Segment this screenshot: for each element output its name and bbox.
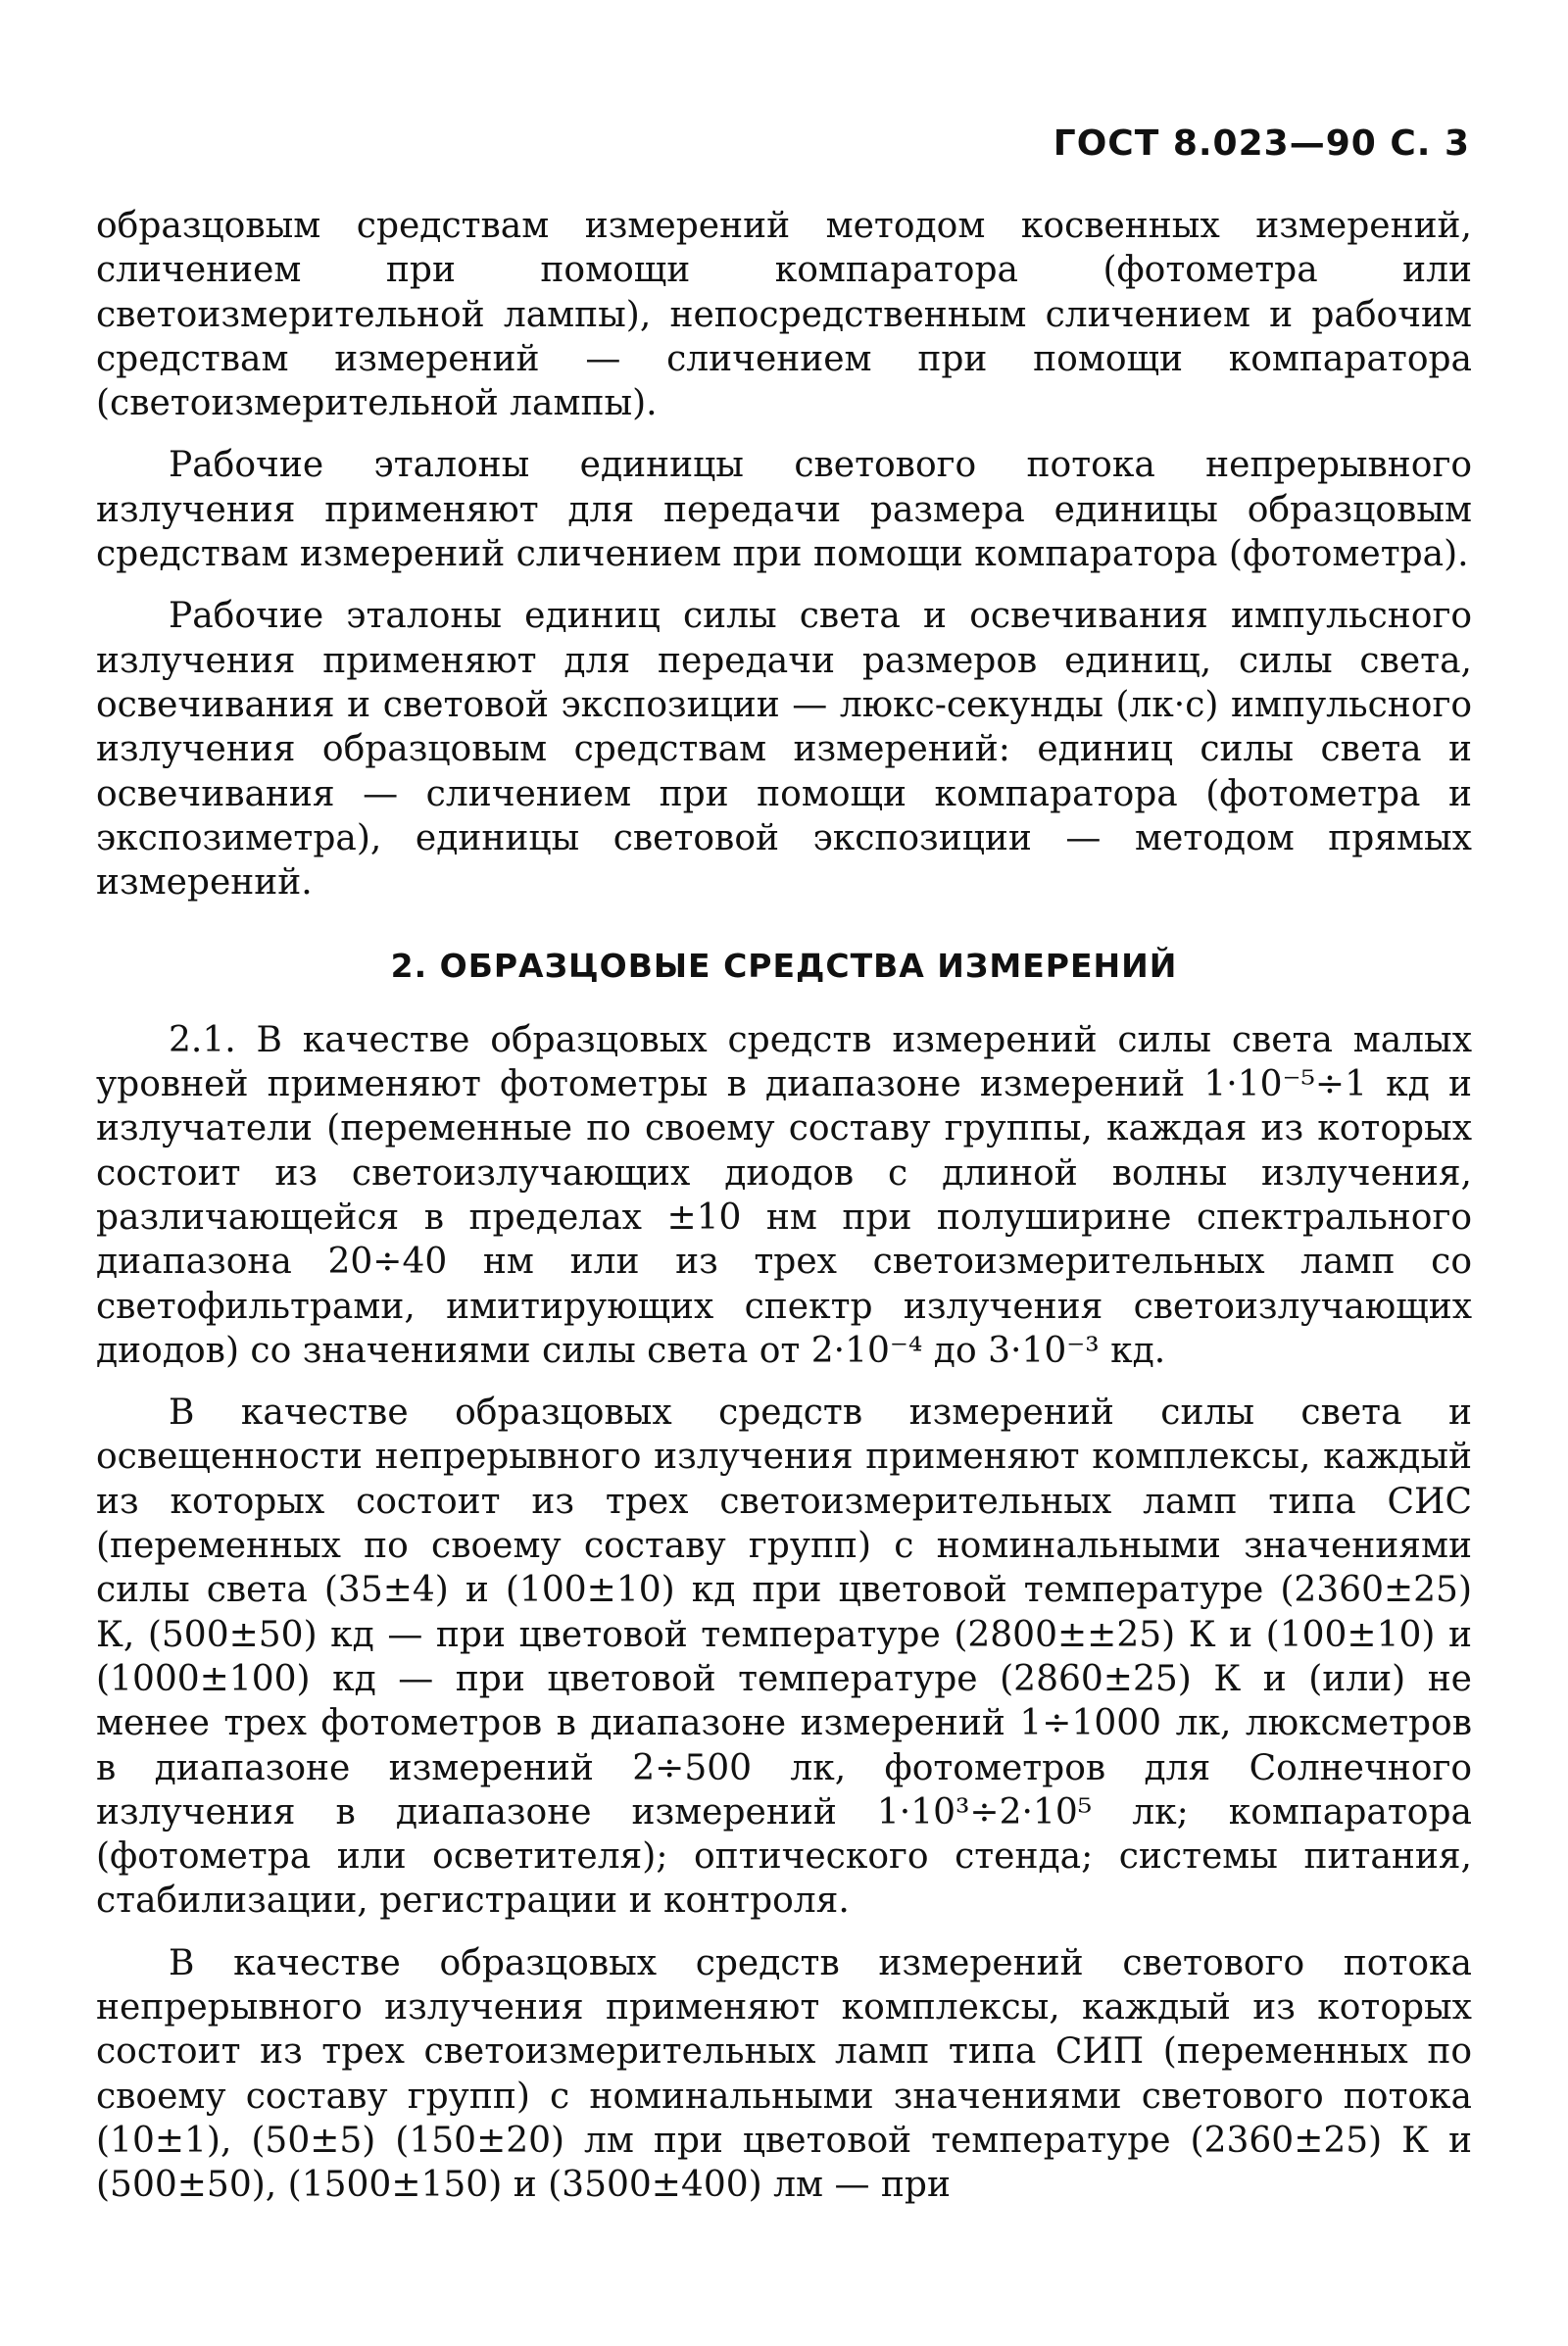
paragraph-luminous-flux: В качестве образцовых средств измерений светового потока непрерывного излучения применяют комплексы, каждый из которых состоит из трех светоизмерительных ламп типа СИП (переменных по своему составу групп) с номинальными значениями светового потока (10±1), (50±5) (150±20) лм при цветовой температуре (2360±25) К и (500±50), (1500±150) и (3500±400) лм — при: [96, 1942, 1472, 2206]
paragraph-2-1: 2.1. В качестве образцовых средств измерений силы света малых уровней применяют фотометры в диапазоне измерений 1·10⁻⁵÷1 кд и излучатели (переменные по своему составу группы, каждая из которых состоит из светоизлучающих диодов с длиной волны излучения, различающейся в пределах ±10 нм при полуширине спектрального диапазона 20÷40 нм или из трех светоизмерительных ламп со светофильтрами, имитирующих спектр излучения светоизлучающих диодов) со значениями силы света от 2·10⁻⁴ до 3·10⁻³ кд.: [96, 1019, 1472, 1371]
page-header: ГОСТ 8.023—90 С. 3: [1053, 123, 1470, 164]
section-title: 2. ОБРАЗЦОВЫЕ СРЕДСТВА ИЗМЕРЕНИЙ: [390, 947, 1178, 986]
paragraph-pulse-standards: Рабочие эталоны единиц силы света и освечивания импульсного излучения применяют для передачи размеров единиц, силы света, освечивания и световой экспозиции — люкс-секунды (лк·с) импульсного излучения образцовым средствам измерений: единиц силы света и освечивания — сличением при помощи компаратора (фотометра и экспозиметра), единицы световой экспозиции — методом прямых измерений.: [96, 596, 1472, 904]
paragraph-luminous-intensity-illuminance: В качестве образцовых средств измерений силы света и освещенности непрерывного излучения применяют комплексы, каждый из которых состоит из трех светоизмерительных ламп типа СИС (переменных по своему составу групп) с номинальными значениями силы света (35±4) и (100±10) кд при цветовой температуре (2360±25) К, (500±50) кд — при цветовой температуре (2800±±25) К и (100±10) и (1000±100) кд — при цветовой температуре (2860±25) К и (или) не менее трех фотометров в диапазоне измерений 1÷1000 лк, люксметров в диапазоне измерений 2÷500 лк, фотометров для Солнечного излучения в диапазоне измерений 1·10³÷2·10⁵ лк; компаратора (фотометра или осветителя); оптического стенда; системы питания, стабилизации, регистрации и контроля.: [96, 1393, 1472, 1922]
document-body: [96, 204, 1472, 2224]
paragraph-continuation: образцовым средствам измерений методом косвенных измерений, сличением при помощи компаратора (фотометра или светоизмерительной лампы), непосредственным сличением и рабочим средствам измерений — сличением при помощи компаратора (светоизмерительной лампы).: [96, 206, 1472, 424]
paragraph-luminous-flux-standards: Рабочие эталоны единицы светового потока непрерывного излучения применяют для передачи размера единицы образцовым средствам измерений сличением при помощи компаратора (фотометра).: [96, 445, 1472, 575]
